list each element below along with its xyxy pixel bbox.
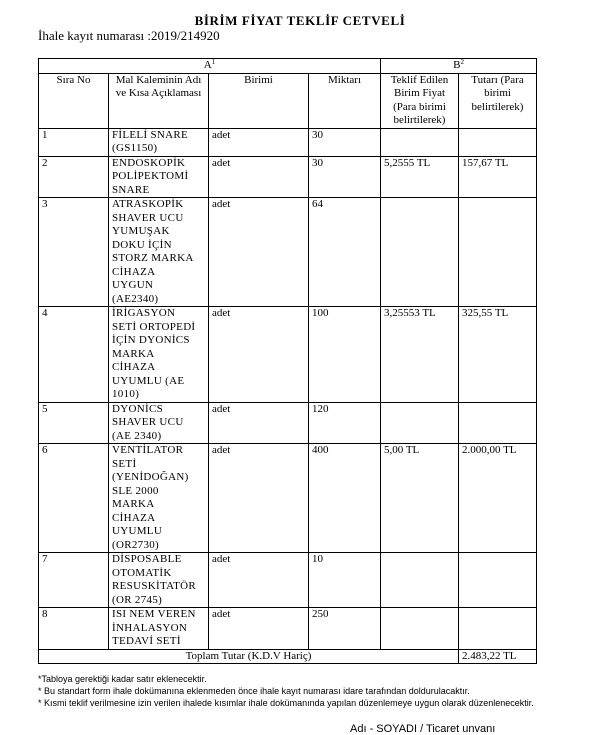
column-header-row <box>39 73 537 128</box>
footnote: *Tabloya gerektiği kadar satır eklenecektir. <box>38 674 207 684</box>
tender-registration-number: İhale kayıt numarası :2019/214920 <box>38 28 220 43</box>
table-row <box>39 608 537 650</box>
item-name-line: YUMUŞAK <box>112 225 170 237</box>
header-unit-price: Teklif Edilen Birim Fiyat (Para birimi belirtilerek) <box>381 73 459 128</box>
item-name-line: SNARE <box>112 183 150 196</box>
row-unit-price <box>381 128 459 156</box>
row-total <box>459 608 537 650</box>
item-name-line: UYGUN <box>112 279 154 291</box>
item-name-line: CİHAZA <box>112 265 156 278</box>
row-item-name <box>109 307 209 403</box>
item-name-line: İNHALASYON <box>112 621 188 634</box>
row-number: 8 <box>39 608 109 650</box>
total-value: 2.483,22 TL <box>459 649 537 664</box>
row-item-name <box>109 608 209 650</box>
row-number: 3 <box>39 198 109 307</box>
item-name-line: (AE 2340) <box>112 429 162 442</box>
row-quantity: 30 <box>309 128 381 156</box>
item-name-line: STORZ MARKA <box>112 252 194 264</box>
header-item-name: Mal Kaleminin Adı ve Kısa Açıklaması <box>109 73 209 128</box>
row-quantity: 250 <box>309 608 381 650</box>
row-unit: adet <box>209 128 309 156</box>
table-row <box>39 128 537 156</box>
item-name-line: CİHAZA <box>112 361 156 373</box>
item-name-line: UYUMLU (AE <box>112 374 185 387</box>
row-unit-price <box>381 402 459 444</box>
item-name-line: ISI NEM VEREN <box>112 608 196 620</box>
row-item-name <box>109 156 209 198</box>
item-name-line: ATRASKOPİK <box>112 198 184 210</box>
item-name-line: DYONİCS <box>112 402 163 415</box>
item-name-line: (OR 2745) <box>112 593 163 606</box>
row-number: 4 <box>39 307 109 403</box>
row-unit: adet <box>209 402 309 444</box>
row-quantity: 400 <box>309 444 381 553</box>
row-quantity: 64 <box>309 198 381 307</box>
row-quantity: 100 <box>309 307 381 403</box>
row-item-name <box>109 128 209 156</box>
item-name-line: ENDOSKOPİK <box>112 156 186 169</box>
header-quantity: Miktarı <box>309 73 381 128</box>
item-name-line: SHAVER UCU <box>112 211 184 224</box>
row-quantity: 30 <box>309 156 381 198</box>
item-name-line: (AE2340) <box>112 292 159 305</box>
table-row <box>39 307 537 403</box>
table-row <box>39 198 537 307</box>
table-row <box>39 402 537 444</box>
header-total: Tutarı (Para birimi belirtilerek) <box>459 73 537 128</box>
signature-line: Adı - SOYADI / Ticaret unvanı <box>350 723 496 735</box>
item-name-line: İRİGASYON <box>112 307 176 319</box>
group-a-header: $A^1$ <box>39 59 381 74</box>
row-quantity: 120 <box>309 402 381 444</box>
row-unit: adet <box>209 553 309 608</box>
table-row <box>39 156 537 198</box>
item-name-line: POLİPEKTOMİ <box>112 170 189 182</box>
item-name-line: MARKA <box>112 498 155 510</box>
price-table <box>38 58 537 664</box>
header-unit: Birimi <box>209 73 309 128</box>
row-total: 325,55 TL <box>459 307 537 403</box>
row-unit: adet <box>209 307 309 403</box>
item-name-line: 1010) <box>112 388 140 400</box>
group-b-header: $B^2$ <box>381 59 537 74</box>
row-item-name <box>109 444 209 553</box>
row-unit: adet <box>209 198 309 307</box>
row-unit: adet <box>209 156 309 198</box>
item-name-line: DOKU İÇİN <box>112 238 172 251</box>
group-header-row <box>39 59 537 74</box>
row-item-name <box>109 198 209 307</box>
item-name-line: FİLELİ SNARE <box>112 128 189 141</box>
item-name-line: DİSPOSABLE <box>112 553 182 565</box>
row-number: 5 <box>39 402 109 444</box>
row-total <box>459 198 537 307</box>
item-name-line: RESUSKİTATÖR <box>112 580 197 592</box>
row-unit-price <box>381 553 459 608</box>
row-number: 7 <box>39 553 109 608</box>
header-sira-no: Sıra No <box>39 73 109 128</box>
row-total <box>459 402 537 444</box>
item-name-line: (YENİDOĞAN) <box>112 471 189 483</box>
row-total <box>459 128 537 156</box>
item-name-line: VENTİLATOR <box>112 444 184 456</box>
item-name-line: SHAVER UCU <box>112 416 184 428</box>
row-number: 2 <box>39 156 109 198</box>
item-name-line: (OR2730) <box>112 538 160 551</box>
item-name-line: (GS1150) <box>112 142 158 154</box>
item-name-line: TEDAVİ SETİ <box>112 635 181 647</box>
row-unit-price: 3,25553 TL <box>381 307 459 403</box>
item-name-line: SLE 2000 <box>112 484 159 497</box>
total-label: Toplam Tutar (K.D.V Hariç) <box>39 649 459 664</box>
row-total: 157,67 TL <box>459 156 537 198</box>
item-name-line: UYUMLU <box>112 525 163 537</box>
row-item-name <box>109 553 209 608</box>
footnote: * Bu standart form ihale dokümanına eklenmeden önce ihale kayıt numarası idare tarafından doldurulacaktır. <box>38 686 470 696</box>
row-unit-price: 5,2555 TL <box>381 156 459 198</box>
row-number: 6 <box>39 444 109 553</box>
page-title: BİRİM FİYAT TEKLİF CETVELİ <box>194 13 406 28</box>
item-name-line: MARKA <box>112 347 155 360</box>
footnote: * Kısmi teklif verilmesine izin verilen ihalede kısımlar ihale dokümanında yapılan düzenlemeye uygun olarak düzenlenecektir. <box>38 698 534 708</box>
row-unit: adet <box>209 608 309 650</box>
item-name-line: CİHAZA <box>112 511 156 524</box>
table-row <box>39 553 537 608</box>
row-number: 1 <box>39 128 109 156</box>
row-total: 2.000,00 TL <box>459 444 537 553</box>
row-unit-price <box>381 608 459 650</box>
row-unit: adet <box>209 444 309 553</box>
row-item-name <box>109 402 209 444</box>
table-row <box>39 444 537 553</box>
item-name-line: SETİ ORTOPEDİ <box>112 320 196 333</box>
row-quantity: 10 <box>309 553 381 608</box>
item-name-line: İÇİN DYONİCS <box>112 334 190 346</box>
total-row <box>39 649 537 664</box>
item-name-line: SETİ <box>112 457 137 470</box>
footnotes <box>38 673 558 709</box>
item-name-line: OTOMATİK <box>112 566 172 579</box>
row-unit-price: 5,00 TL <box>381 444 459 553</box>
row-unit-price <box>381 198 459 307</box>
row-total <box>459 553 537 608</box>
